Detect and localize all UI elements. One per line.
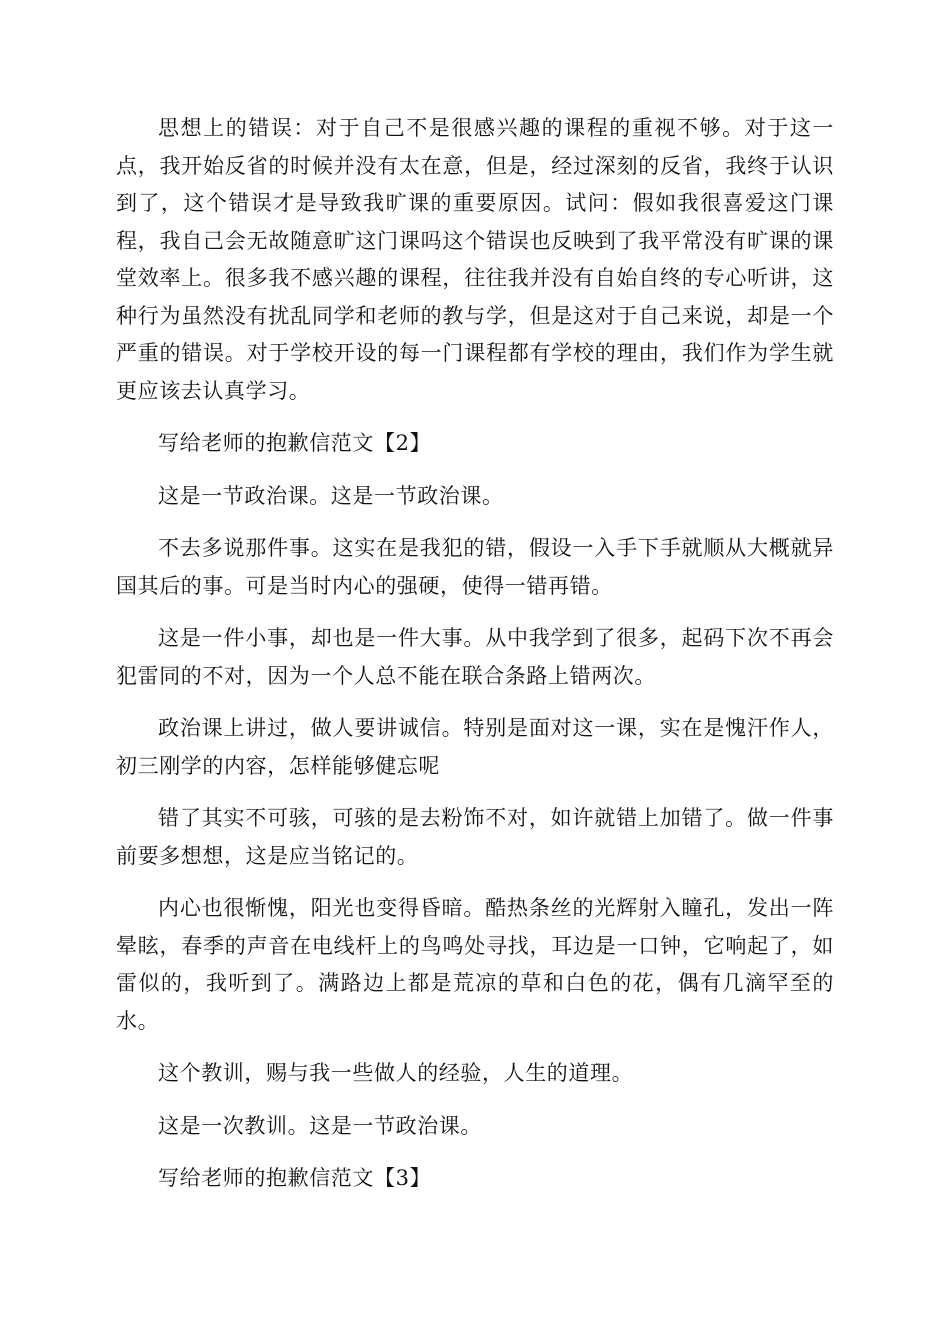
- paragraph: 错了其实不可骇，可骇的是去粉饰不对，如许就错上加错了。做一件事前要多想想，这是应当铭记的。: [116, 806, 834, 868]
- document-body: [116, 110, 834, 1213]
- paragraph: 政治课上讲过，做人要讲诚信。特别是面对这一课，实在是愧汗作人，初三刚学的内容，怎样能够健忘呢: [116, 716, 834, 778]
- paragraph: 内心也很惭愧，阳光也变得昏暗。酷热条丝的光辉射入瞳孔，发出一阵晕眩，春季的声音在电线杆上的鸟鸣处寻找，耳边是一口钟，它响起了，如雷似的，我听到了。满路边上都是荒凉的草和白色的花，偶有几滴罕至的水。: [116, 896, 834, 1033]
- paragraph: 这是一节政治课。这是一节政治课。: [158, 483, 504, 508]
- paragraph: 这是一件小事，却也是一件大事。从中我学到了很多，起码下次不再会犯雷同的不对，因为一个人总不能在联合条路上错两次。: [116, 626, 834, 688]
- paragraph: 不去多说那件事。这实在是我犯的错，假设一入手下手就顺从大概就异国其后的事。可是当时内心的强硬，使得一错再错。: [116, 536, 834, 598]
- paragraph: 这是一次教训。这是一节政治课。: [158, 1113, 482, 1138]
- section-heading-2: 写给老师的抱歉信范文【2】: [158, 431, 432, 455]
- paragraph-thought-error: 思想上的错误：对于自己不是很感兴趣的课程的重视不够。对于这一点，我开始反省的时候并没有太在意，但是，经过深刻的反省，我终于认识到了，这个错误才是导致我旷课的重要原因。试问：假如我很喜爱这门课程，我自己会无故随意旷这门课吗这个错误也反映到了我平常没有旷课的课堂效率上。很多我不感兴趣的课程，往往我并没有自始自终的专心听讲，这种行为虽然没有扰乱同学和老师的教与学，但是这对于自己来说，却是一个严重的错误。对于学校开设的每一门课程都有学校的理由，我们作为学生就更应该去认真学习。: [116, 116, 834, 403]
- paragraph: 这个教训，赐与我一些做人的经验，人生的道理。: [158, 1061, 634, 1085]
- section-heading-3: 写给老师的抱歉信范文【3】: [158, 1166, 432, 1190]
